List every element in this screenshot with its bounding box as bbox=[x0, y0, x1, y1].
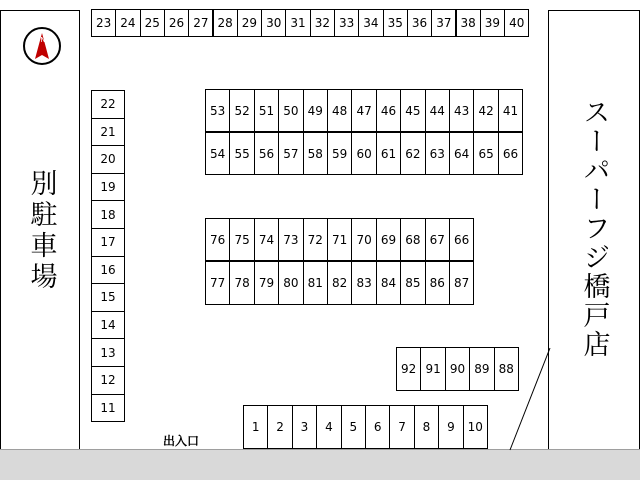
parking-space-79: 79 bbox=[254, 261, 279, 305]
parking-space-28: 28 bbox=[213, 9, 238, 37]
parking-space-72: 72 bbox=[303, 218, 328, 261]
parking-space-66: 66 bbox=[498, 132, 523, 175]
parking-space-86: 86 bbox=[425, 261, 450, 305]
parking-space-89: 89 bbox=[469, 347, 494, 391]
parking-space-36: 36 bbox=[407, 9, 432, 37]
parking-space-18: 18 bbox=[91, 200, 125, 229]
parking-space-19: 19 bbox=[91, 173, 125, 202]
parking-space-45: 45 bbox=[400, 89, 425, 132]
parking-space-82: 82 bbox=[327, 261, 352, 305]
parking-space-57: 57 bbox=[278, 132, 303, 175]
parking-space-62: 62 bbox=[400, 132, 425, 175]
parking-space-69: 69 bbox=[376, 218, 401, 261]
parking-space-35: 35 bbox=[383, 9, 408, 37]
parking-space-61: 61 bbox=[376, 132, 401, 175]
parking-space-52: 52 bbox=[229, 89, 254, 132]
parking-space-14: 14 bbox=[91, 311, 125, 340]
parking-space-55: 55 bbox=[229, 132, 254, 175]
parking-space-91: 91 bbox=[420, 347, 445, 391]
left-building bbox=[0, 10, 80, 450]
parking-space-64: 64 bbox=[449, 132, 474, 175]
left-building-label: 別駐車場 bbox=[25, 169, 57, 293]
parking-space-83: 83 bbox=[351, 261, 376, 305]
parking-space-54: 54 bbox=[205, 132, 230, 175]
parking-space-6: 6 bbox=[365, 405, 390, 449]
parking-space-75: 75 bbox=[229, 218, 254, 261]
parking-space-20: 20 bbox=[91, 145, 125, 174]
parking-space-8: 8 bbox=[414, 405, 439, 449]
parking-space-73: 73 bbox=[278, 218, 303, 261]
parking-space-1: 1 bbox=[243, 405, 268, 449]
parking-space-74: 74 bbox=[254, 218, 279, 261]
parking-space-33: 33 bbox=[334, 9, 359, 37]
parking-space-90: 90 bbox=[445, 347, 470, 391]
parking-space-85: 85 bbox=[400, 261, 425, 305]
parking-space-65: 65 bbox=[473, 132, 498, 175]
parking-space-46: 46 bbox=[376, 89, 401, 132]
compass-north-icon bbox=[22, 26, 62, 66]
parking-space-84: 84 bbox=[376, 261, 401, 305]
parking-space-21: 21 bbox=[91, 118, 125, 147]
parking-space-80: 80 bbox=[278, 261, 303, 305]
parking-space-31: 31 bbox=[285, 9, 310, 37]
parking-space-77: 77 bbox=[205, 261, 230, 305]
parking-space-3: 3 bbox=[292, 405, 317, 449]
parking-space-11: 11 bbox=[91, 394, 125, 423]
parking-space-29: 29 bbox=[237, 9, 262, 37]
parking-space-76: 76 bbox=[205, 218, 230, 261]
parking-space-71: 71 bbox=[327, 218, 352, 261]
parking-space-26: 26 bbox=[164, 9, 189, 37]
parking-space-53: 53 bbox=[205, 89, 230, 132]
compass-label: N bbox=[40, 36, 46, 44]
parking-space-17: 17 bbox=[91, 228, 125, 257]
parking-space-34: 34 bbox=[358, 9, 383, 37]
parking-space-4: 4 bbox=[316, 405, 341, 449]
right-building-label: スーパーフジ橋戸店 bbox=[578, 97, 610, 359]
parking-space-87: 87 bbox=[449, 261, 474, 305]
parking-space-38: 38 bbox=[456, 9, 481, 37]
parking-space-88: 88 bbox=[494, 347, 519, 391]
parking-space-22: 22 bbox=[91, 90, 125, 119]
parking-space-66: 66 bbox=[449, 218, 474, 261]
parking-space-42: 42 bbox=[473, 89, 498, 132]
parking-space-30: 30 bbox=[261, 9, 286, 37]
parking-space-63: 63 bbox=[425, 132, 450, 175]
parking-space-9: 9 bbox=[438, 405, 463, 449]
parking-space-67: 67 bbox=[425, 218, 450, 261]
parking-space-40: 40 bbox=[504, 9, 529, 37]
road bbox=[0, 449, 640, 480]
parking-space-15: 15 bbox=[91, 283, 125, 312]
parking-space-2: 2 bbox=[267, 405, 292, 449]
parking-space-48: 48 bbox=[327, 89, 352, 132]
parking-space-13: 13 bbox=[91, 338, 125, 367]
entrance-label: 出入口 bbox=[163, 434, 200, 448]
parking-space-56: 56 bbox=[254, 132, 279, 175]
parking-space-37: 37 bbox=[431, 9, 456, 37]
parking-space-60: 60 bbox=[351, 132, 376, 175]
parking-space-12: 12 bbox=[91, 366, 125, 395]
parking-space-27: 27 bbox=[188, 9, 213, 37]
parking-space-7: 7 bbox=[389, 405, 414, 449]
parking-space-58: 58 bbox=[303, 132, 328, 175]
parking-space-39: 39 bbox=[480, 9, 505, 37]
parking-space-23: 23 bbox=[91, 9, 116, 37]
parking-space-51: 51 bbox=[254, 89, 279, 132]
parking-space-24: 24 bbox=[115, 9, 140, 37]
parking-space-68: 68 bbox=[400, 218, 425, 261]
parking-space-25: 25 bbox=[140, 9, 165, 37]
parking-space-32: 32 bbox=[310, 9, 335, 37]
parking-space-47: 47 bbox=[351, 89, 376, 132]
parking-space-16: 16 bbox=[91, 256, 125, 285]
parking-space-43: 43 bbox=[449, 89, 474, 132]
parking-space-70: 70 bbox=[351, 218, 376, 261]
parking-space-10: 10 bbox=[463, 405, 488, 449]
parking-space-59: 59 bbox=[327, 132, 352, 175]
parking-space-81: 81 bbox=[303, 261, 328, 305]
parking-space-44: 44 bbox=[425, 89, 450, 132]
parking-space-92: 92 bbox=[396, 347, 421, 391]
parking-space-49: 49 bbox=[303, 89, 328, 132]
parking-space-50: 50 bbox=[278, 89, 303, 132]
parking-space-78: 78 bbox=[229, 261, 254, 305]
parking-space-5: 5 bbox=[341, 405, 366, 449]
parking-space-41: 41 bbox=[498, 89, 523, 132]
right-building bbox=[548, 10, 640, 450]
